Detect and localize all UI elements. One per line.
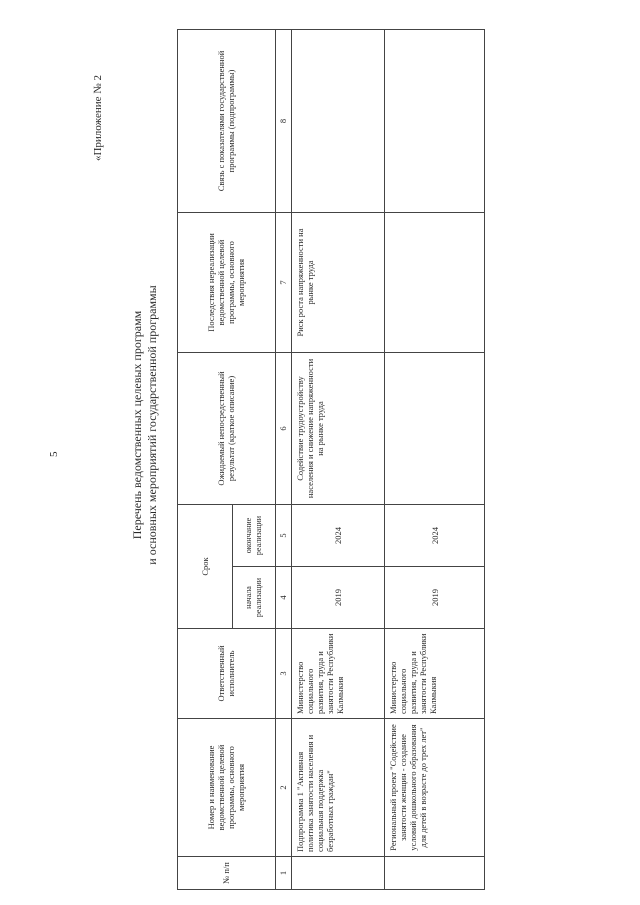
executor: Министерство социального развития, труда и занятости Республики Калмыкия [292,629,385,719]
programs-table [177,29,485,890]
header-consequence: Последствия нереализации ведомственной целевой программы, основного мероприятия [178,213,276,353]
column-number: 8 [275,30,292,213]
header-number: № п/п [178,857,276,890]
start-year: 2019 [292,567,385,629]
indicator-link [292,30,385,213]
header-term: Срок [178,505,233,629]
end-year: 2024 [292,505,385,567]
program-name: Региональный проект "Содействие занятости женщин - создание условий дошкольного образования для детей в возрасте до трех лет" [385,719,485,857]
program-name: Подпрограмма 1 "Активная политика занятости населения и социальная поддержка безработных граждан" [292,719,385,857]
expected-result: Содействие трудоустройству населения и снижение напряженности на рынке труда [292,353,385,505]
column-number: 6 [275,353,292,505]
column-number: 2 [275,719,292,857]
title-line-2: и основных мероприятий государственной программы [145,285,159,565]
column-number: 1 [275,857,292,890]
column-number: 3 [275,629,292,719]
indicator-link [385,30,485,213]
header-executor: Ответственный исполнитель [178,629,276,719]
end-year: 2024 [385,505,485,567]
expected-result [385,353,485,505]
appendix-label: «Приложение № 2 [92,75,104,162]
header-start: начала реализации [232,567,275,629]
header-end: окончание реализации [232,505,275,567]
title-line-1: Перечень ведомственных целевых программ [130,310,144,540]
start-year: 2019 [385,567,485,629]
header-name: Номер и наименование ведомственной целевой программы, основного мероприятия [178,719,276,857]
table-row [385,30,485,890]
column-number: 7 [275,213,292,353]
consequence: Риск роста напряженности на рынке труда [292,213,385,353]
header-link: Связь с показателями государственной программы (подпрограммы) [178,30,276,213]
column-number-row [275,30,292,890]
column-number: 5 [275,505,292,567]
document-title [130,195,160,655]
executor: Министерство социального развития, труда и занятости Республики Калмыкия [385,629,485,719]
header-result: Ожидаемый непосредственный результат (краткое описание) [178,353,276,505]
page-number: 5 [48,451,60,457]
row-number [385,857,485,890]
column-number: 4 [275,567,292,629]
table-row [292,30,385,890]
row-number [292,857,385,890]
consequence [385,213,485,353]
